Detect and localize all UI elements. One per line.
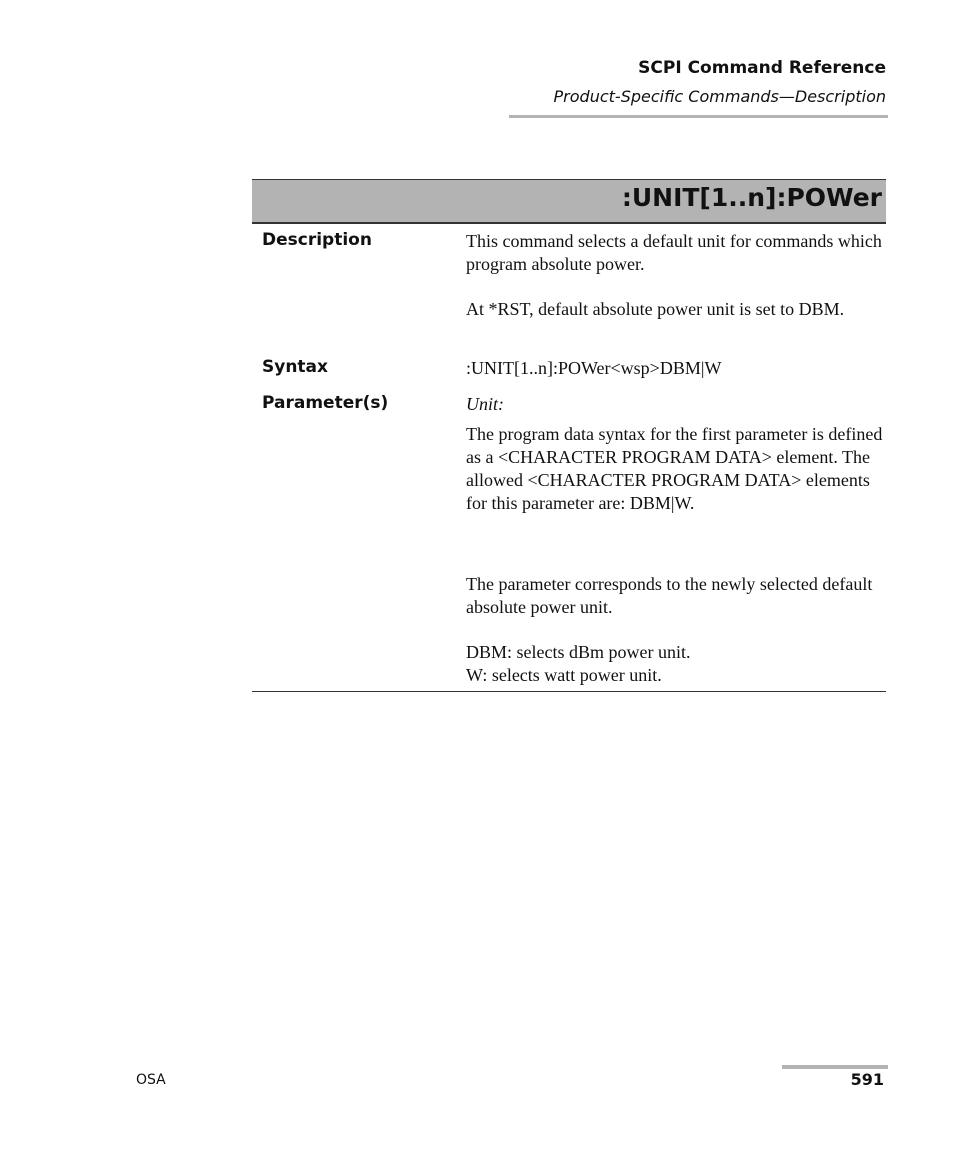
header-rule	[509, 115, 888, 118]
parameter-w-line: W: selects watt power unit.	[466, 665, 662, 685]
command-title-bar	[252, 179, 886, 224]
page-number: 591	[850, 1070, 884, 1089]
parameter-paragraph-2: The parameter corresponds to the newly selected default absolute power unit.	[466, 574, 873, 617]
footer-rule	[782, 1065, 888, 1069]
running-header-title: SCPI Command Reference	[638, 58, 886, 78]
running-header-subtitle: Product-Specific Commands—Description	[553, 87, 886, 106]
syntax-label: Syntax	[262, 357, 328, 377]
parameter-paragraph-1: The program data syntax for the first parameter is defined as a <CHARACTER PROGRAM DATA> element. The allowed <CHARACTER PROGRAM DATA> elements for this parameter are: DBM|W.	[466, 424, 883, 513]
description-paragraph-1: This command selects a default unit for commands which program absolute power.	[466, 231, 882, 274]
description-text	[466, 230, 886, 321]
parameters-label: Parameter(s)	[262, 393, 389, 413]
command-title: :UNIT[1..n]:POWer	[621, 183, 882, 212]
footer-product-name: OSA	[136, 1072, 166, 1088]
parameter-name: Unit:	[466, 394, 504, 414]
description-paragraph-2: At *RST, default absolute power unit is set to DBM.	[466, 299, 845, 319]
syntax-value: :UNIT[1..n]:POWer<wsp>DBM|W	[466, 358, 722, 378]
table-bottom-rule	[252, 691, 886, 692]
parameter-dbm-line: DBM: selects dBm power unit.	[466, 642, 691, 662]
description-label: Description	[262, 230, 372, 250]
parameters-text	[466, 393, 886, 687]
